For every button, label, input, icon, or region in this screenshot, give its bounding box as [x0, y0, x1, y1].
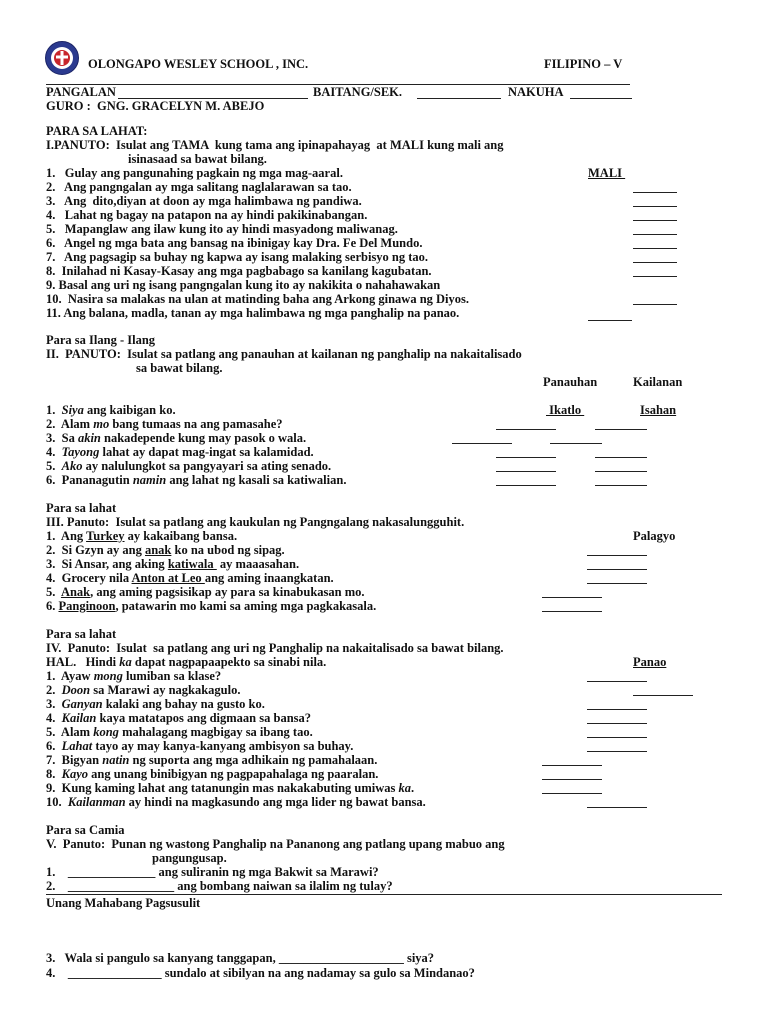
part1-item: 10. Nasira sa malakas na ulan at matinding baha ang Arkong ginawa ng Diyos.: [46, 292, 470, 306]
part4-item: 6. Lahat tayo ay may kanya-kanyang ambisyon sa buhay.: [46, 739, 354, 753]
part2-item: 3. Sa akin nakadepende kung may pasok o wala.: [46, 431, 307, 445]
answer-blank[interactable]: [587, 723, 647, 724]
part4-item: 2. Doon sa Marawi ay nagkakagulo.: [46, 683, 241, 697]
answer-blank[interactable]: [633, 192, 677, 193]
answer-blank[interactable]: [595, 429, 647, 430]
part3-sample-answer: Palagyo: [633, 529, 676, 543]
part5-item[interactable]: 2. _________________ ang bombang naiwan sa ilalim ng tulay?: [46, 879, 393, 893]
part2-item: 5. Ako ay nalulungkot sa pangyayari sa ating senado.: [46, 459, 332, 473]
answer-blank[interactable]: [496, 457, 556, 458]
part1-item: 11. Ang balana, madla, tanan ay mga halimbawa ng mga panghalip na panao.: [46, 306, 460, 320]
part1-sample-answer: MALI: [588, 166, 626, 180]
part4-group: Para sa lahat: [46, 627, 117, 641]
part5-instruction-cont: pangungusap.: [152, 851, 227, 865]
answer-blank[interactable]: [587, 681, 647, 682]
part4-example: HAL. Hindi ka dapat nagpapaapekto sa sinabi nila.: [46, 655, 327, 669]
answer-blank[interactable]: [633, 220, 677, 221]
part3-item: 3. Si Ansar, ang aking katiwala ay maaasahan.: [46, 557, 300, 571]
answer-blank[interactable]: [542, 779, 602, 780]
answer-blank[interactable]: [542, 793, 602, 794]
section-label: BAITANG/SEK.: [313, 85, 403, 99]
answer-blank[interactable]: [496, 429, 556, 430]
answer-blank[interactable]: [633, 206, 677, 207]
part1-instruction: I.PANUTO: Isulat ang TAMA kung tama ang ipinapahayag at MALI kung mali ang: [46, 138, 504, 152]
score-field[interactable]: [570, 98, 632, 99]
part2-sample-panauhan: Ikatlo: [546, 403, 585, 417]
part2-item: 1. Siya ang kaibigan ko.: [46, 403, 176, 417]
part3-instruction: III. Panuto: Isulat sa patlang ang kaukulan ng Pangngalang nakasalungguhit.: [46, 515, 465, 529]
part2-sample-kailanan: Isahan: [640, 403, 677, 417]
part4-item: 9. Kung kaming lahat ang tatanungin mas nakakabuting umiwas ka.: [46, 781, 415, 795]
part4-item: 1. Ayaw mong lumiban sa klase?: [46, 669, 222, 683]
part1-item: 1. Gulay ang pangunahing pagkain ng mga mag-aaral.: [46, 166, 343, 180]
part1-group: PARA SA LAHAT:: [46, 124, 148, 138]
footer-title: Unang Mahabang Pagsusulit: [46, 896, 201, 910]
part1-item: 3. Ang dito,diyan at doon ay mga halimbawa ng pandiwa.: [46, 194, 362, 208]
answer-blank[interactable]: [587, 555, 647, 556]
answer-blank[interactable]: [587, 807, 647, 808]
section-field[interactable]: [417, 98, 501, 99]
part3-item: 2. Si Gzyn ay ang anak ko na ubod ng sipag.: [46, 543, 285, 557]
col-kailanan: Kailanan: [633, 375, 683, 389]
part5-item[interactable]: 1. ______________ ang suliranin ng mga Bakwit sa Marawi?: [46, 865, 379, 879]
answer-blank[interactable]: [452, 443, 512, 444]
part2-instruction-cont: sa bawat bilang.: [136, 361, 223, 375]
part2-item: 2. Alam mo bang tumaas na ang pamasahe?: [46, 417, 283, 431]
answer-blank[interactable]: [595, 471, 647, 472]
part1-item: 7. Ang pagsagip sa buhay ng kapwa ay isang malaking serbisyo ng tao.: [46, 250, 429, 264]
school-seal-logo: [44, 40, 80, 76]
part1-item: 9. Basal ang uri ng isang pangngalan kung ito ay nakikita o nahahawakan: [46, 278, 441, 292]
answer-blank[interactable]: [587, 583, 647, 584]
part3-item: 4. Grocery nila Anton at Leo ang aming inaangkatan.: [46, 571, 334, 585]
part5-group: Para sa Camia: [46, 823, 125, 837]
col-panauhan: Panauhan: [543, 375, 598, 389]
part4-instruction: IV. Panuto: Isulat sa patlang ang uri ng Panghalip na nakaitalisado sa bawat bilang.: [46, 641, 504, 655]
part4-item: 8. Kayo ang unang binibigyan ng pagpapahalaga ng paaralan.: [46, 767, 379, 781]
answer-blank[interactable]: [587, 751, 647, 752]
part4-item: 3. Ganyan kalaki ang bahay na gusto ko.: [46, 697, 265, 711]
answer-blank[interactable]: [542, 611, 602, 612]
part4-item: 10. Kailanman ay hindi na magkasundo ang mga lider ng bawat bansa.: [46, 795, 426, 809]
teacher-line: GURO : GNG. GRACELYN M. ABEJO: [46, 99, 265, 113]
answer-blank[interactable]: [588, 320, 632, 321]
school-name: OLONGAPO WESLEY SCHOOL , INC.: [88, 57, 309, 71]
answer-blank[interactable]: [587, 737, 647, 738]
answer-blank[interactable]: [633, 304, 677, 305]
part5-instruction: V. Panuto: Punan ng wastong Panghalip na Pananong ang patlang upang mabuo ang: [46, 837, 505, 851]
answer-blank[interactable]: [587, 709, 647, 710]
part4-item: 7. Bigyan natin ng suporta ang mga adhikain ng pamahalaan.: [46, 753, 378, 767]
part2-item: 4. Tayong lahat ay dapat mag-ingat sa kalamidad.: [46, 445, 314, 459]
part1-instruction-cont: isinasaad sa bawat bilang.: [128, 152, 267, 166]
subject-label: FILIPINO – V: [544, 57, 623, 71]
answer-blank[interactable]: [587, 569, 647, 570]
part1-item: 5. Mapanglaw ang ilaw kung ito ay hindi masyadong maliwanag.: [46, 222, 398, 236]
part2-group: Para sa Ilang - Ilang: [46, 333, 156, 347]
part2-instruction: II. PANUTO: Isulat sa patlang ang panauhan at kailanan ng panghalip na nakaitalisado: [46, 347, 522, 361]
part3-item: 1. Ang Turkey ay kakaibang bansa.: [46, 529, 238, 543]
answer-blank[interactable]: [542, 597, 602, 598]
part3-item: 6. Panginoon, patawarin mo kami sa aming mga pagkakasala.: [46, 599, 377, 613]
score-label: NAKUHA: [508, 85, 564, 99]
part1-item: 2. Ang pangngalan ay mga salitang naglalarawan sa tao.: [46, 180, 352, 194]
answer-blank[interactable]: [496, 471, 556, 472]
part4-item: 4. Kailan kaya matatapos ang digmaan sa bansa?: [46, 711, 312, 725]
answer-blank[interactable]: [595, 485, 647, 486]
name-label: PANGALAN: [46, 85, 116, 99]
answer-blank[interactable]: [633, 276, 677, 277]
part4-sample-answer: Panao: [633, 655, 667, 669]
answer-blank[interactable]: [633, 234, 677, 235]
part4-item: 5. Alam kong mahalagang magbigay sa ibang tao.: [46, 725, 313, 739]
answer-blank[interactable]: [550, 443, 602, 444]
part2-item: 6. Pananagutin namin ang lahat ng kasali sa katiwalian.: [46, 473, 347, 487]
answer-blank[interactable]: [542, 765, 602, 766]
part1-item: 8. Inilahad ni Kasay-Kasay ang mga pagbabago sa kanilang kagubatan.: [46, 264, 432, 278]
answer-blank[interactable]: [633, 262, 677, 263]
answer-blank[interactable]: [633, 248, 677, 249]
answer-blank[interactable]: [633, 695, 693, 696]
part1-item: 4. Lahat ng bagay na patapon na ay hindi pakikinabangan.: [46, 208, 368, 222]
answer-blank[interactable]: [496, 485, 556, 486]
part3-group: Para sa lahat: [46, 501, 117, 515]
part5-item[interactable]: 3. Wala si pangulo sa kanyang tanggapan, ____________________ siya?: [46, 951, 435, 965]
page-break-rule: [46, 894, 722, 895]
answer-blank[interactable]: [595, 457, 647, 458]
part1-item: 6. Angel ng mga bata ang bansag na ibinigay kay Dra. Fe Del Mundo.: [46, 236, 423, 250]
part5-item[interactable]: 4. _______________ sundalo at sibilyan na ang nadamay sa gulo sa Mindanao?: [46, 966, 475, 980]
part3-item: 5. Anak, ang aming pagsisikap ay para sa kinabukasan mo.: [46, 585, 365, 599]
